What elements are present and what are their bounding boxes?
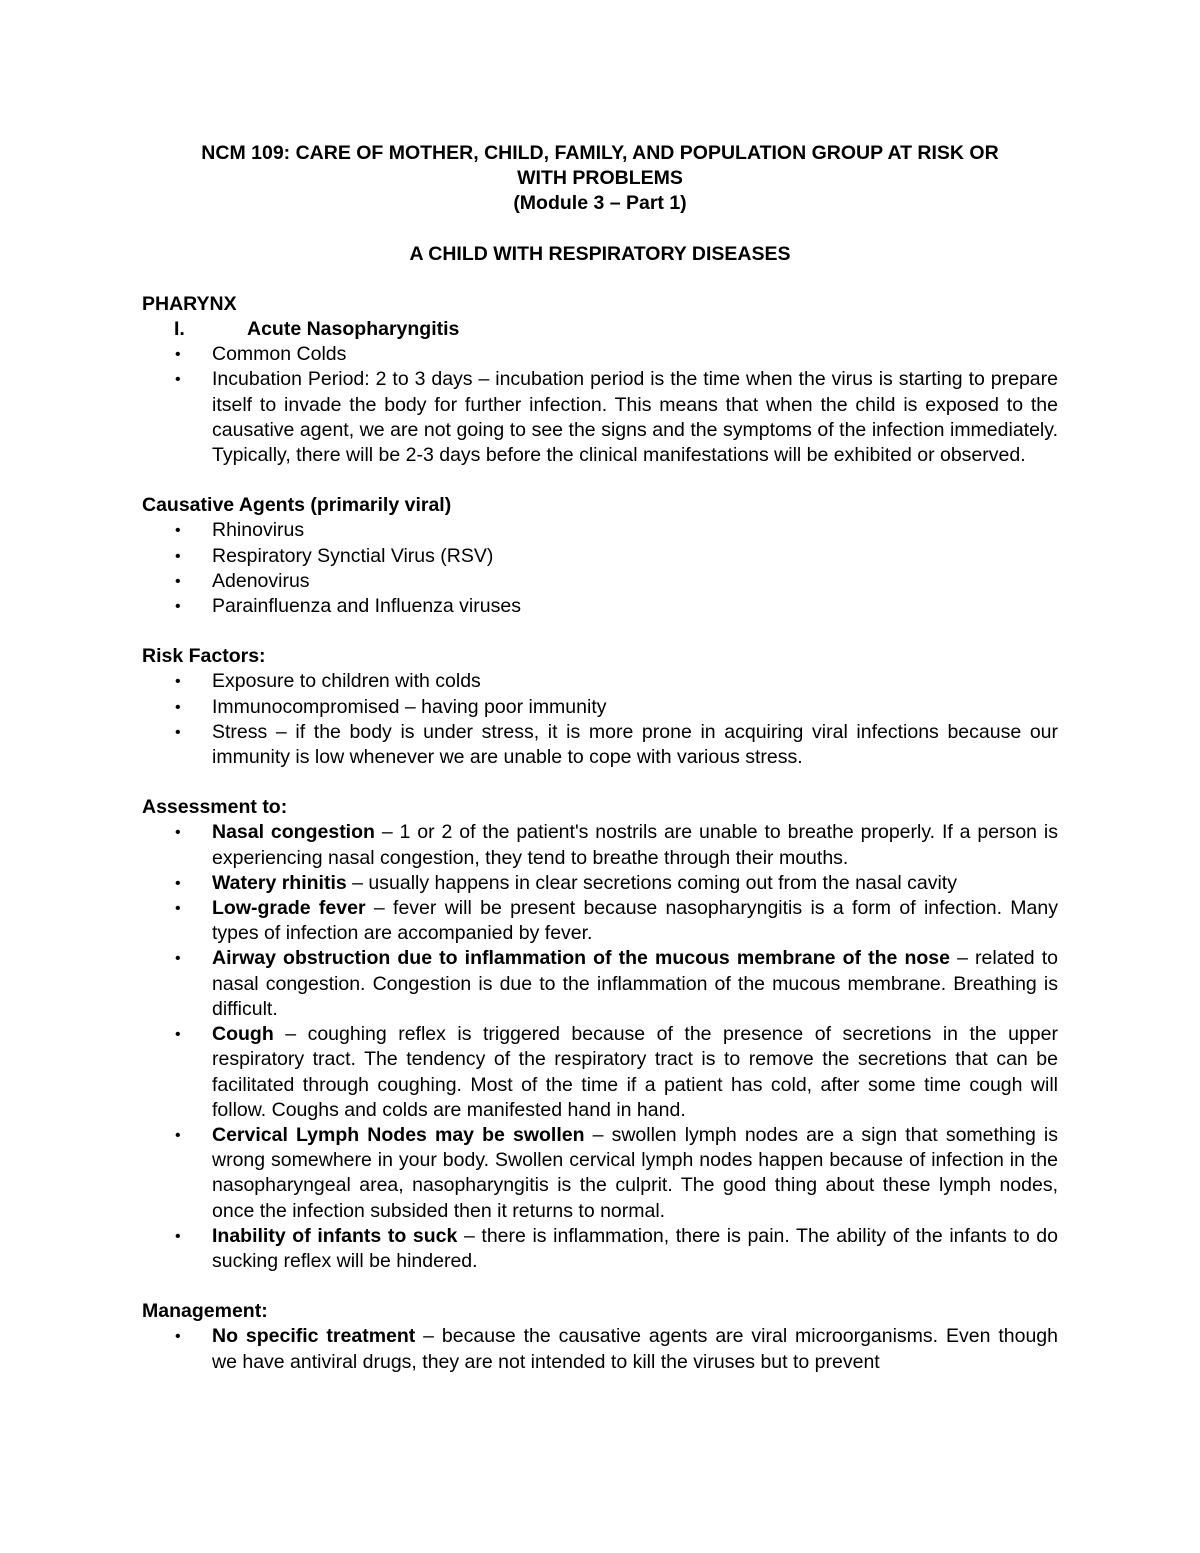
roman-title: Acute Nasopharyngitis	[247, 318, 460, 341]
bullet-icon: •	[175, 824, 181, 842]
bullet-icon: •	[175, 572, 181, 590]
list-item: • Incubation Period: 2 to 3 days – incubation period is the time when the virus is starting to prepare itself to invade the body for further infection. This means that when the child is exposed to the causative agent, we are not going to see the signs and the symptoms of the infection immediately. Typically, there will be 2-3 days before the clinical manifestations will be exhibited or observed.	[175, 368, 1058, 467]
list-item: • Nasal congestion – 1 or 2 of the patient's nostrils are unable to breathe properly. If a person is experiencing nasal congestion, they tend to breathe through their mouths.	[175, 821, 1058, 869]
term: Airway obstruction due to inflammation of the mucous membrane of the nose	[212, 947, 950, 970]
bullet-icon: •	[175, 371, 181, 389]
list-item: • No specific treatment – because the causative agents are viral microorganisms. Even though we have antiviral drugs, they are not intended to kill the viruses but to prevent	[175, 1325, 1058, 1373]
list-item: • Adenovirus	[142, 569, 1058, 594]
bullet-icon: •	[175, 522, 181, 540]
bullet-icon: •	[175, 900, 181, 918]
bullet-icon: •	[175, 723, 181, 741]
term: Watery rhinitis	[212, 871, 347, 894]
bullet-icon: •	[175, 698, 181, 716]
list-item: • Parainfluenza and Influenza viruses	[142, 594, 1058, 619]
term: Inability of infants to suck	[212, 1224, 458, 1247]
bullet-icon: •	[175, 874, 181, 892]
list-item: • Cervical Lymph Nodes may be swollen – swollen lymph nodes are a sign that something is wrong somewhere in your body. Swollen cervical lymph nodes happen because of infection in the nasopharyngeal area, nasopharyngitis is the culprit. The good thing about these lymph nodes, once the infection subsided then it returns to normal.	[175, 1123, 1058, 1222]
list-item: • Airway obstruction due to inflammation of the mucous membrane of the nose – related to nasal congestion. Congestion is due to the inflammation of the mucous membrane. Breathing is difficult.	[175, 947, 1059, 1020]
bullet-icon: •	[175, 1026, 181, 1044]
list-item: • Low-grade fever – fever will be present because nasopharyngitis is a form of infection. Many types of infection are accompanied by fever.	[175, 897, 1058, 945]
causative-heading: Causative Agents (primarily viral)	[142, 494, 452, 517]
title-line-1: NCM 109: CARE OF MOTHER, CHILD, FAMILY, AND POPULATION GROUP AT RISK OR	[201, 142, 999, 164]
bullet-icon: •	[175, 950, 181, 968]
bullet-icon: •	[175, 346, 181, 364]
list-item: • Cough – coughing reflex is triggered because of the presence of secretions in the upper respiratory tract. The tendency of the respiratory tract is to remove the secretions that can be facilitated through coughing. Most of the time if a patient has cold, after some time cough will follow. Coughs and colds are manifested hand in hand.	[175, 1023, 1058, 1121]
risk-list	[142, 669, 1058, 770]
term: Nasal congestion	[212, 821, 375, 844]
bullet-icon: •	[175, 1126, 181, 1144]
causative-list	[142, 518, 1058, 619]
list-item: • Watery rhinitis – usually happens in clear secretions coming out from the nasal cavity	[142, 871, 1058, 896]
list-item: • Immunocompromised – having poor immunity	[142, 695, 1058, 720]
assessment-list	[142, 820, 1058, 1274]
bullet-icon: •	[175, 598, 181, 616]
list-item: • Inability of infants to suck – there is inflammation, there is pain. The ability of the infants to do sucking reflex will be hindered.	[175, 1224, 1058, 1272]
bullet-icon: •	[175, 1328, 181, 1346]
document-title	[142, 141, 1058, 217]
term: Cervical Lymph Nodes may be swollen	[212, 1123, 585, 1146]
list-item: • Stress – if the body is under stress, it is more prone in acquiring viral infections because our immunity is low whenever we are unable to cope with various stress.	[175, 720, 1058, 769]
assessment-heading: Assessment to:	[142, 796, 288, 819]
pharynx-list	[142, 342, 1058, 468]
bullet-icon: •	[175, 1227, 181, 1245]
list-item: • Exposure to children with colds	[142, 669, 1058, 694]
list-item: • Rhinovirus	[142, 518, 1058, 543]
term: No specific treatment	[212, 1325, 416, 1348]
document-page	[142, 141, 1058, 1375]
title-line-2: WITH PROBLEMS	[517, 167, 683, 190]
pharynx-heading: PHARYNX	[142, 292, 237, 315]
title-line-3: (Module 3 – Part 1)	[513, 192, 687, 215]
roman-numeral: I.	[174, 318, 185, 341]
bullet-icon: •	[175, 673, 181, 691]
risk-heading: Risk Factors:	[142, 645, 266, 668]
bullet-icon: •	[175, 547, 181, 565]
term: Low-grade fever	[212, 897, 366, 920]
list-item: • Common Colds	[142, 342, 1058, 367]
management-list	[142, 1324, 1058, 1374]
term: Cough	[212, 1023, 274, 1046]
list-item: • Respiratory Synctial Virus (RSV)	[142, 544, 1058, 569]
document-subtitle: A CHILD WITH RESPIRATORY DISEASES	[409, 242, 791, 265]
roman-heading	[142, 317, 1058, 342]
management-heading: Management:	[142, 1300, 268, 1323]
